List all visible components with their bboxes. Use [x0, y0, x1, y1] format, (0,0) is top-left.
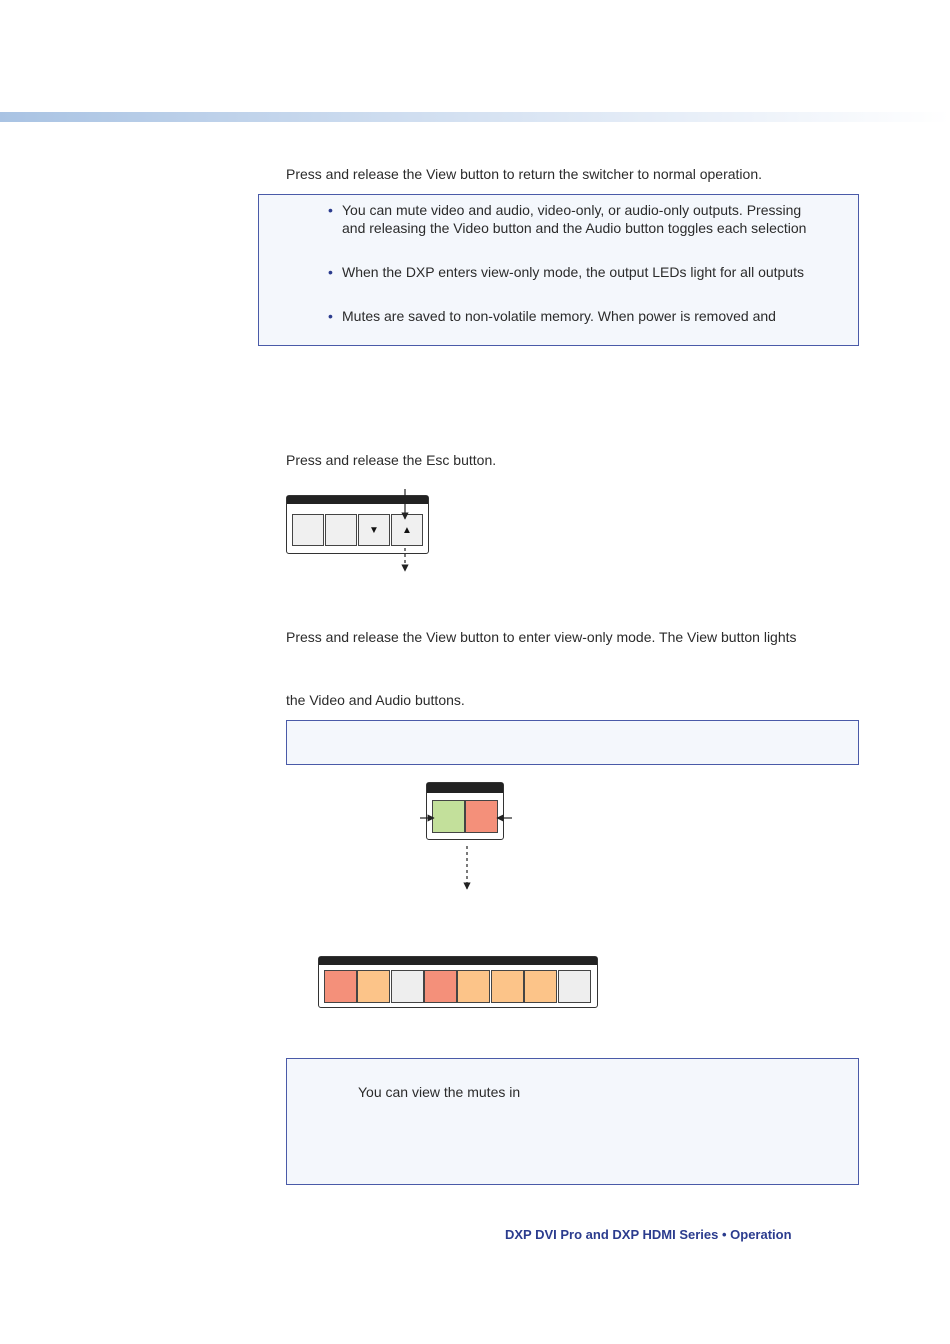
note-line-4: Mutes are saved to non-volatile memory. When power is removed and — [342, 308, 776, 324]
paragraph-video-audio: the Video and Audio buttons. — [286, 692, 465, 708]
note-line-3: When the DXP enters view-only mode, the output LEDs light for all outputs — [342, 264, 804, 280]
note-view-mutes-text: You can view the mutes in — [358, 1084, 521, 1100]
note-line-2: and releasing the Video button and the Audio button toggles each selection — [342, 220, 807, 236]
note-line-1: You can mute video and audio, video-only, or audio-only outputs. Pressing — [342, 202, 802, 218]
up-triangle-icon: ▲ — [402, 525, 412, 536]
paragraph-view-return: Press and release the View button to return the switcher to normal operation. — [286, 166, 763, 182]
down-triangle-icon: ▼ — [369, 525, 379, 536]
bullet-dot: • — [328, 308, 333, 324]
paragraph-view-enter: Press and release the View button to enter view-only mode. The View button lights — [286, 629, 797, 645]
page-footer: DXP DVI Pro and DXP HDMI Series • Operation — [505, 1227, 792, 1242]
bullet-dot: • — [328, 202, 333, 218]
paragraph-esc: Press and release the Esc button. — [286, 452, 497, 468]
bullet-dot: • — [328, 264, 333, 280]
